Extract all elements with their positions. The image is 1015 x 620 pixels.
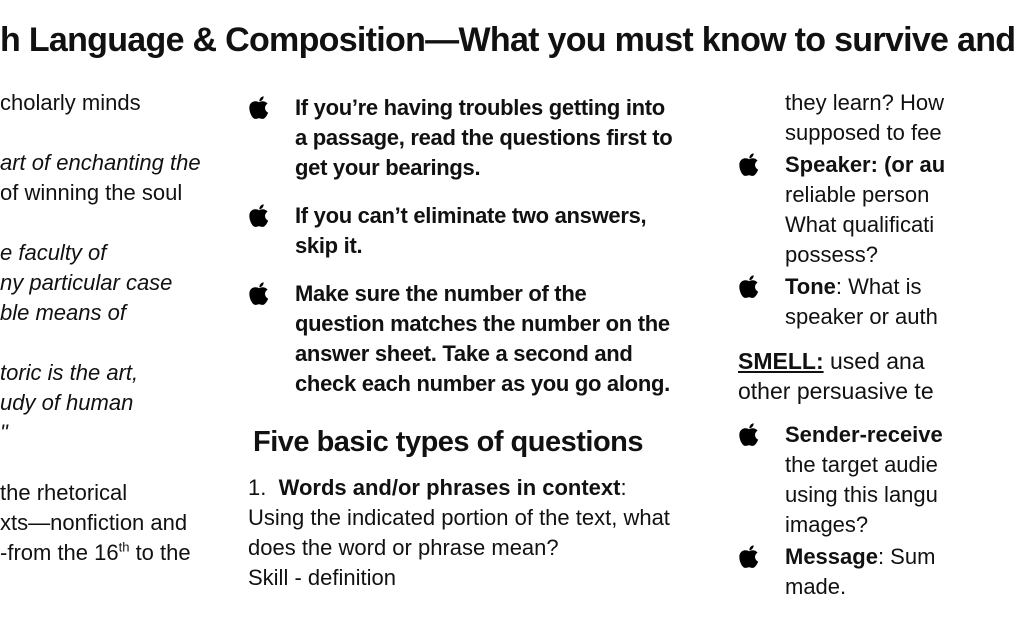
left-line: of winning the soul xyxy=(0,180,183,205)
left-line: " xyxy=(0,420,8,445)
tip-item xyxy=(248,201,680,261)
tip-text: If you’re having troubles getting into a passage, read the questions first to get your bearings. xyxy=(295,95,673,180)
message-item: Message: Sum made. xyxy=(738,542,930,602)
middle-column xyxy=(248,88,680,593)
left-line xyxy=(0,448,210,478)
left-line: xts—nonfiction and xyxy=(0,510,188,535)
tip-text: Make sure the number of the question matches the number on the answer sheet. Take a second and check each number as you go along. xyxy=(295,281,670,396)
left-line xyxy=(0,328,210,358)
section-heading: Five basic types of questions xyxy=(253,426,643,458)
apple-icon xyxy=(738,153,760,177)
apple-icon xyxy=(738,275,760,299)
left-line: art of enchanting the xyxy=(0,150,201,175)
question-type-title: 1. Words and/or phrases in context: xyxy=(248,475,627,500)
right-line: supposed to fee xyxy=(785,120,942,145)
sender-item: Sender-receive the target audie using this langu images? xyxy=(738,420,930,540)
tone-item: Tone: What is speaker or auth xyxy=(738,272,930,332)
tip-item xyxy=(248,93,680,183)
left-line: ble means of xyxy=(0,300,126,325)
left-column xyxy=(0,88,210,568)
left-line: e faculty of xyxy=(0,240,107,265)
left-line xyxy=(0,208,210,238)
speaker-item: Speaker: (or au reliable person What qualificati possess? xyxy=(738,150,930,270)
question-type-skill: Skill - definition xyxy=(248,565,396,590)
left-line: udy of human xyxy=(0,390,134,415)
page-title: h Language & Composition—What you must know to survive and xyxy=(0,21,1015,59)
left-line: the rhetorical xyxy=(0,480,128,505)
tip-item xyxy=(248,279,680,399)
smell-heading: SMELL: used ana other persuasive te xyxy=(738,348,934,404)
left-line: cholarly minds xyxy=(0,90,141,115)
apple-icon xyxy=(248,282,270,306)
left-line: ny particular case xyxy=(0,270,173,295)
right-column xyxy=(738,88,946,602)
question-type-description: Using the indicated portion of the text, what does the word or phrase mean? xyxy=(248,505,670,560)
left-line xyxy=(0,118,210,148)
apple-icon xyxy=(738,423,760,447)
apple-icon xyxy=(738,545,760,569)
tip-text: If you can’t eliminate two answers, skip it. xyxy=(295,203,647,258)
apple-icon xyxy=(248,204,270,228)
left-line: -from the 16th to the xyxy=(0,539,191,565)
right-line: they learn? How xyxy=(785,90,944,115)
question-type xyxy=(248,473,680,593)
apple-icon xyxy=(248,96,270,120)
left-line: toric is the art, xyxy=(0,360,139,385)
